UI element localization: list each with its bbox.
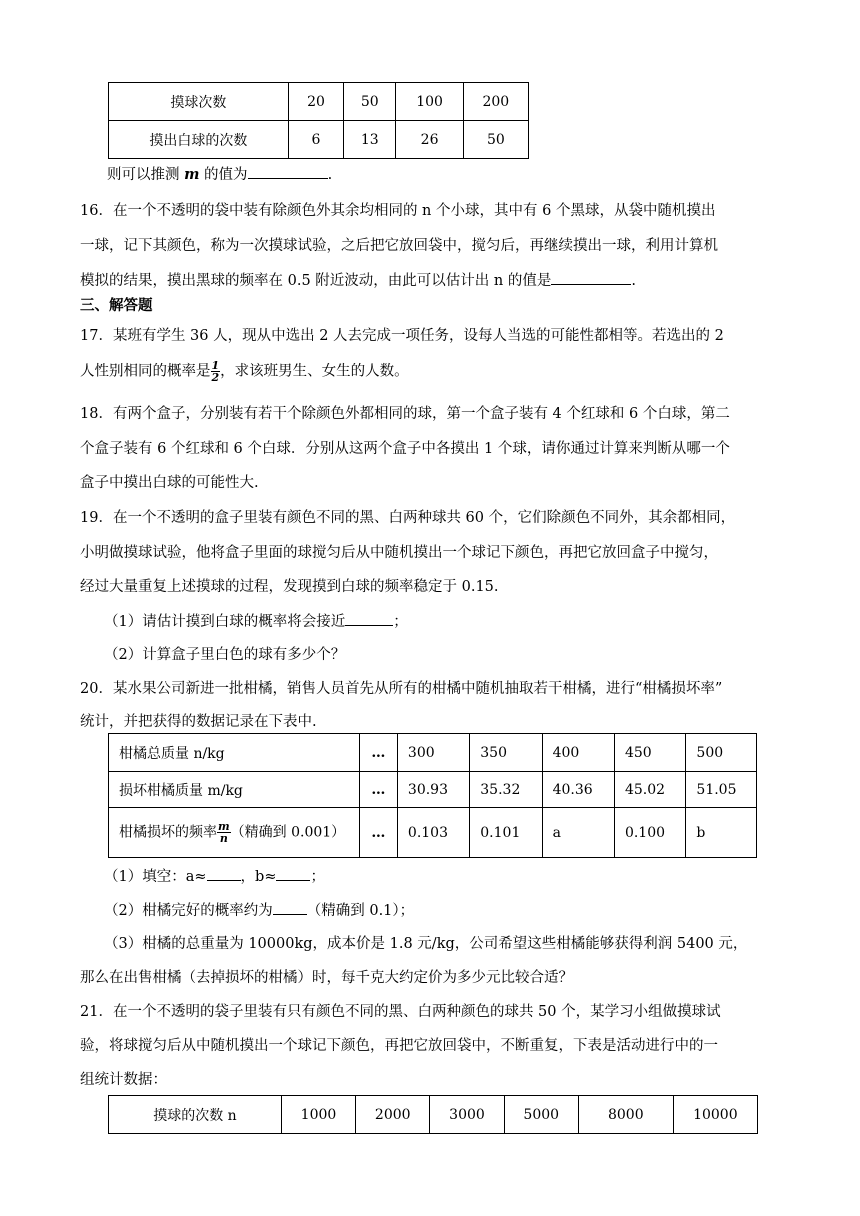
table-cell: 6 (288, 121, 343, 159)
table-cell: 摸球次数 (109, 83, 289, 121)
q19-sub2: （2）计算盒子里白色的球有多少个？ (104, 647, 346, 663)
table-cell: 45.02 (614, 772, 685, 808)
q15-tail: 则可以推测 m 的值为 . (107, 166, 333, 183)
table-row (109, 734, 757, 772)
q21-line1: 21．在一个不透明的袋子里装有只有颜色不同的黑、白两种颜色的球共 50 个，某学习小组做摸球试 (80, 1004, 721, 1020)
table-cell: 51.05 (686, 772, 757, 808)
table-row (109, 1096, 758, 1134)
answer-blank-b[interactable] (276, 866, 310, 881)
table-cell: 450 (614, 734, 685, 772)
q16-line2: 一球，记下其颜色，称为一次摸球试验，之后把它放回袋中，搅匀后，再继续摸出一球，利用计算机 (80, 238, 718, 254)
q16-line3: 模拟的结果，摸出黑球的频率在 0.5 附近波动，由此可以估计出 n 的值是 . (80, 270, 780, 291)
table-cell: 1000 (281, 1096, 355, 1134)
q21-line3: 组统计数据： (80, 1072, 167, 1088)
table-cell: 13 (344, 121, 396, 159)
table-cell: 400 (542, 734, 614, 772)
q17-line2: 人性别相同的概率是 $\frac{1}{2}$ ，求该班男生、女生的人数。 (80, 359, 409, 384)
table-cell: 8000 (578, 1096, 673, 1134)
table-row (109, 772, 757, 808)
table-row (109, 83, 529, 121)
q20-sub3-line2: 那么在出售柑橘（去掉损坏的柑橘）时，每千克大约定价为多少元比较合适？ (80, 970, 573, 986)
table-cell: … (359, 734, 397, 772)
q21-line2: 验，将球搅匀后从中随机摸出一个球记下颜色，再把它放回袋中，不断重复，下表是活动进行中的一 (80, 1038, 718, 1054)
section-heading: 三、解答题 (80, 297, 153, 314)
table-cell: 26 (396, 121, 463, 159)
q19-line2: 小明做摸球试验，他将盒子里面的球搅匀后从中随机摸出一个球记下颜色，再把它放回盒子中搅匀， (80, 545, 718, 561)
q20-sub3: （3）柑橘的总重量为 10000kg，成本价是 1.8 元/kg，公司希望这些柑橘能够获得利润 5400 元， (104, 936, 748, 952)
ball-draw-stats-table (108, 1095, 758, 1134)
table-cell: 0.100 (614, 808, 685, 858)
q18-line3: 盒子中摸出白球的可能性大. (80, 475, 259, 491)
table-cell: 300 (397, 734, 469, 772)
table-cell: 5000 (504, 1096, 578, 1134)
table-cell: 柑橘损坏的频率 $\frac{m}{n}$ （精确到 0.001） (109, 808, 360, 858)
table-cell: 35.32 (470, 772, 542, 808)
q16-line1: 16．在一个不透明的袋中装有除颜色外其余均相同的 n 个小球，其中有 6 个黑球，从袋中随机摸出 (80, 203, 716, 219)
table-cell: 500 (686, 734, 757, 772)
table-cell: 损坏柑橘质量 m/kg (109, 772, 360, 808)
table-cell: 0.103 (397, 808, 469, 858)
table-cell: 20 (288, 83, 343, 121)
table-cell: 30.93 (397, 772, 469, 808)
table-cell: 摸出白球的次数 (109, 121, 289, 159)
q20-sub2: （2）柑橘完好的概率约为 （精确到 0.1）； (104, 900, 804, 921)
table-cell: 2000 (356, 1096, 430, 1134)
table-row (109, 121, 529, 159)
q19-line3: 经过大量重复上述摸球的过程，发现摸到白球的频率稳定于 0.15. (80, 579, 499, 595)
q18-line1: 18．有两个盒子，分别装有若干个除颜色外都相同的球，第一个盒子装有 4 个红球和 6 个白球，第二 (80, 406, 730, 422)
table-cell: 摸球的次数 n (109, 1096, 282, 1134)
answer-blank[interactable] (345, 611, 393, 626)
table-cell: 350 (470, 734, 542, 772)
table-cell: 50 (463, 121, 528, 159)
q20-line1: 20．某水果公司新进一批柑橘，销售人员首先从所有的柑橘中随机抽取若干柑橘，进行“柑橘损坏率” (80, 681, 723, 697)
answer-blank-a[interactable] (207, 866, 241, 881)
table-cell: 0.101 (470, 808, 542, 858)
table-cell: 50 (344, 83, 396, 121)
table-cell: b (686, 808, 757, 858)
q17-line1: 17．某班有学生 36 人，现从中选出 2 人去完成一项任务，设每人当选的可能性都相等。若选出的 2 (80, 328, 724, 344)
table-cell: … (359, 772, 397, 808)
q20-line2: 统计，并把获得的数据记录在下表中. (80, 714, 317, 730)
table-cell: 100 (396, 83, 463, 121)
fraction: $\frac{1}{2}$ (211, 359, 220, 384)
table-cell: 10000 (673, 1096, 757, 1134)
table-cell: 40.36 (542, 772, 614, 808)
orange-damage-table (108, 733, 757, 858)
table-cell: 200 (463, 83, 528, 121)
fraction: $\frac{m}{n}$ (218, 820, 230, 845)
table-cell: 3000 (430, 1096, 504, 1134)
table-cell: … (359, 808, 397, 858)
table-row (109, 808, 757, 858)
table-cell: a (542, 808, 614, 858)
q20-sub1: （1）填空：a≈ ，b≈ ； (104, 866, 804, 887)
table-cell: 柑橘总质量 n/kg (109, 734, 360, 772)
ball-draw-table (108, 82, 529, 159)
q18-line2: 个盒子装有 6 个红球和 6 个白球．分别从这两个盒子中各摸出 1 个球，请你通过计算来判断从哪一个 (80, 441, 730, 457)
q19-sub1: （1）请估计摸到白球的概率将会接近 ； (104, 611, 804, 632)
answer-blank[interactable] (248, 164, 328, 179)
answer-blank[interactable] (273, 900, 307, 915)
q19-line1: 19．在一个不透明的盒子里装有颜色不同的黑、白两种球共 60 个，它们除颜色不同外，其余都相同， (80, 510, 736, 526)
answer-blank[interactable] (551, 270, 631, 285)
